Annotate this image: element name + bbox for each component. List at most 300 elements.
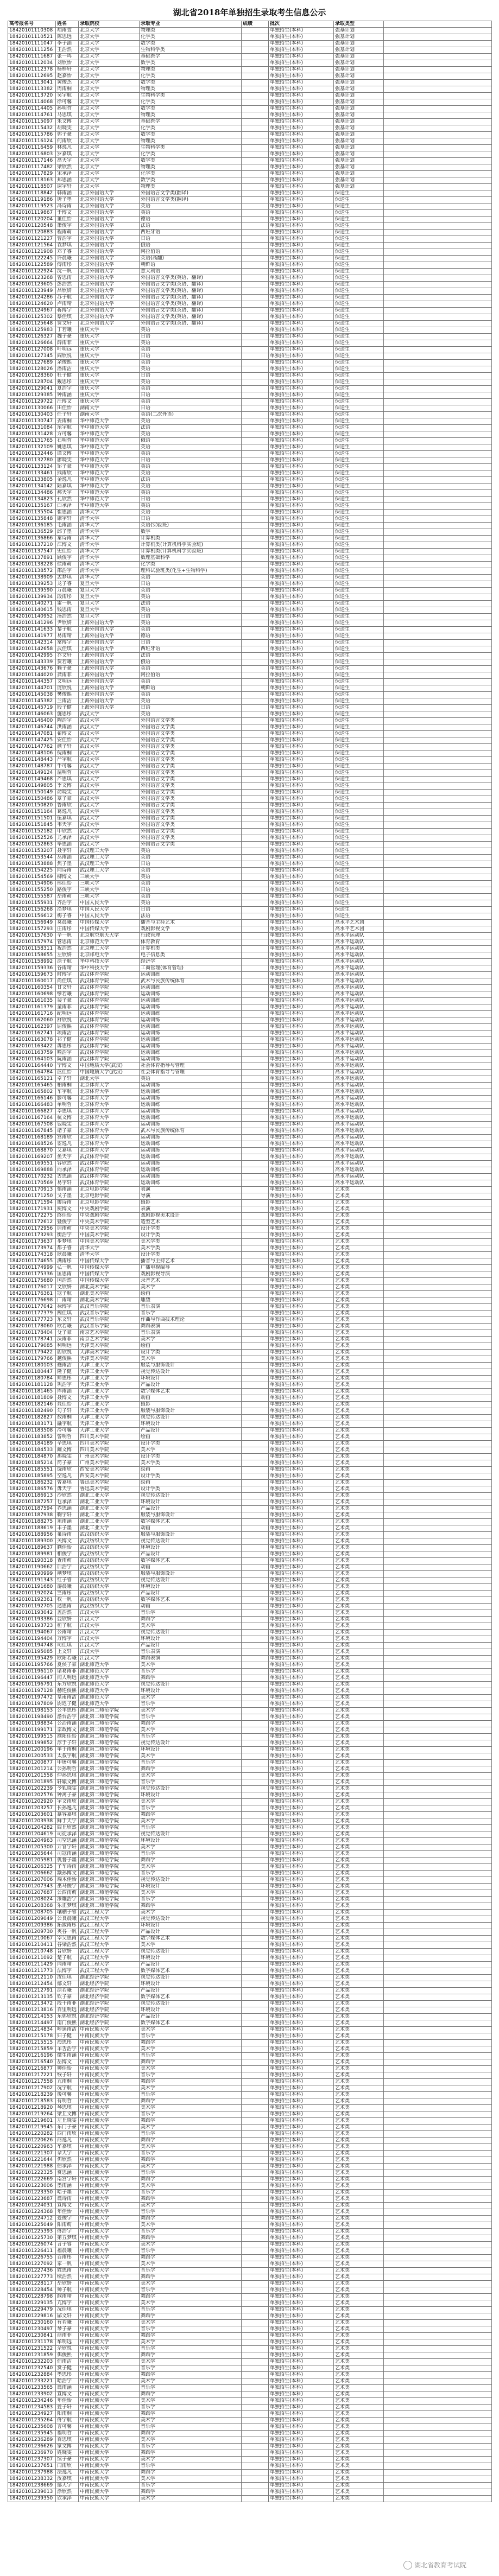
cell-type: 高水平运动队 bbox=[334, 1083, 384, 1089]
table-row bbox=[8, 861, 492, 868]
cell-school: 重庆大学 bbox=[79, 392, 140, 399]
cell-score bbox=[242, 1955, 269, 1962]
cell-type: 艺术类 bbox=[334, 2072, 384, 2079]
cell-school: 华中师范大学 bbox=[79, 451, 140, 457]
cell-blank bbox=[384, 93, 492, 99]
table-row bbox=[8, 894, 492, 900]
cell-type: 艺术类 bbox=[334, 2151, 384, 2157]
cell-major: 英语 bbox=[140, 1076, 242, 1083]
cell-exam-id: 18420101192361 bbox=[8, 1597, 56, 1604]
cell-batch: 单独招生(本科) bbox=[269, 1818, 334, 1825]
cell-school: 武汉大学 bbox=[79, 809, 140, 816]
cell-name: 琴思琪 bbox=[56, 2105, 79, 2111]
cell-school: 武汉大学 bbox=[79, 842, 140, 848]
cell-major: 美术学 bbox=[140, 2496, 242, 2502]
cell-major: 法语 bbox=[140, 653, 242, 659]
cell-school: 复旦大学 bbox=[79, 594, 140, 601]
cell-score bbox=[242, 386, 269, 392]
cell-major: 音乐表演 bbox=[140, 1330, 242, 1337]
cell-exam-id: 18420101138909 bbox=[8, 575, 56, 581]
cell-batch: 单独招生(本科) bbox=[269, 1304, 334, 1311]
cell-major: 数字媒体艺术 bbox=[140, 1519, 242, 1525]
cell-score bbox=[242, 1304, 269, 1311]
cell-blank bbox=[384, 177, 492, 184]
cell-batch: 单独招生(本科) bbox=[269, 959, 334, 965]
cell-exam-id: 18420101145719 bbox=[8, 705, 56, 711]
table-row bbox=[8, 1818, 492, 1825]
cell-type: 艺术类 bbox=[334, 2391, 384, 2398]
cell-batch: 单独招生(本科) bbox=[269, 1441, 334, 1447]
cell-exam-id: 18420101122245 bbox=[8, 256, 56, 262]
cell-exam-id: 18420101145382 bbox=[8, 698, 56, 705]
cell-school: 中南民族大学 bbox=[79, 2313, 140, 2320]
cell-type: 艺术类 bbox=[334, 1532, 384, 1538]
cell-major: 环境设计 bbox=[140, 1923, 242, 1929]
cell-school: 湖北经济学院 bbox=[79, 1994, 140, 2001]
table-row bbox=[8, 2450, 492, 2457]
cell-exam-id: 18420101134486 bbox=[8, 490, 56, 497]
cell-blank bbox=[384, 256, 492, 262]
cell-type: 艺术类 bbox=[334, 1415, 384, 1421]
cell-batch: 单独招生(本科) bbox=[269, 1317, 334, 1324]
cell-school: 武汉纺织大学 bbox=[79, 1532, 140, 1538]
cell-batch: 单独招生(本科) bbox=[269, 2248, 334, 2255]
cell-school: 北京师范大学 bbox=[79, 939, 140, 946]
cell-school: 北京大学 bbox=[79, 80, 140, 86]
header-batch: 批次 bbox=[269, 21, 334, 28]
cell-school: 湖北师范大学 bbox=[79, 1682, 140, 1688]
cell-type: 保送生 bbox=[334, 555, 384, 562]
cell-name: 倪雨桐 bbox=[56, 750, 79, 757]
cell-name: 鲁雨欣 bbox=[56, 803, 79, 809]
cell-school: 北京大学 bbox=[79, 106, 140, 112]
cell-major: 动画 bbox=[140, 1564, 242, 1571]
cell-name: 令狐晓雯 bbox=[56, 1786, 79, 1792]
cell-batch: 单独招生(本科) bbox=[269, 1897, 334, 1903]
cell-exam-id: 18420101226411 bbox=[8, 2248, 56, 2255]
table-row bbox=[8, 2457, 492, 2463]
cell-score bbox=[242, 796, 269, 803]
cell-school: 华中科技大学 bbox=[79, 965, 140, 972]
cell-school: 清华大学 bbox=[79, 549, 140, 555]
cell-score bbox=[242, 1727, 269, 1734]
cell-name: 薛雨菲 bbox=[56, 340, 79, 347]
table-row bbox=[8, 1200, 492, 1206]
cell-name: 琴子豪 bbox=[56, 2326, 79, 2333]
cell-type: 保送生 bbox=[334, 887, 384, 894]
cell-blank bbox=[384, 1682, 492, 1688]
cell-major: 视觉传达设计 bbox=[140, 1369, 242, 1376]
cell-school: 鲁迅美术学院 bbox=[79, 1486, 140, 1493]
table-row bbox=[8, 1877, 492, 1884]
cell-exam-id: 18420101202920 bbox=[8, 1799, 56, 1805]
cell-type: 艺术类 bbox=[334, 2274, 384, 2281]
cell-type: 高水平运动队 bbox=[334, 959, 384, 965]
cell-type: 艺术类 bbox=[334, 1271, 384, 1278]
cell-exam-id: 18420101205300 bbox=[8, 1844, 56, 1851]
cell-batch: 单独招生(本科) bbox=[269, 399, 334, 405]
cell-major: 数字媒体艺术 bbox=[140, 1558, 242, 1564]
cell-batch: 单独招生(本科) bbox=[269, 1812, 334, 1818]
cell-batch: 单独招生(本科) bbox=[269, 2261, 334, 2268]
cell-batch: 单独招生(本科) bbox=[269, 405, 334, 412]
cell-type: 艺术类 bbox=[334, 2138, 384, 2144]
cell-name: 文欣妍 bbox=[56, 1284, 79, 1291]
cell-exam-id: 18420101217902 bbox=[8, 2085, 56, 2092]
cell-name: 墨雨涵 bbox=[56, 2183, 79, 2190]
cell-score bbox=[242, 887, 269, 894]
cell-score bbox=[242, 197, 269, 203]
cell-name: 墨思彤 bbox=[56, 2372, 79, 2378]
cell-batch: 单独招生(本科) bbox=[269, 2118, 334, 2125]
cell-blank bbox=[384, 2033, 492, 2040]
cell-exam-id: 18420101147425 bbox=[8, 737, 56, 744]
table-row bbox=[8, 568, 492, 575]
cell-name: 诸葛雨菲 bbox=[56, 1669, 79, 1675]
cell-exam-id: 18420101137547 bbox=[8, 549, 56, 555]
cell-exam-id: 18420101234583 bbox=[8, 2405, 56, 2411]
cell-exam-id: 18420101182827 bbox=[8, 1415, 56, 1421]
cell-school: 中央戏剧学院 bbox=[79, 1213, 140, 1219]
cell-name: 朱文博 bbox=[56, 119, 79, 125]
cell-blank bbox=[384, 1044, 492, 1050]
cell-batch: 单独招生(本科) bbox=[269, 249, 334, 256]
cell-name: 冯诗雨 bbox=[56, 203, 79, 210]
cell-major: 生物科学类 bbox=[140, 47, 242, 54]
cell-score bbox=[242, 497, 269, 503]
cell-exam-id: 18420101212454 bbox=[8, 1981, 56, 1988]
cell-exam-id: 18420101147081 bbox=[8, 731, 56, 737]
cell-type: 艺术类 bbox=[334, 2053, 384, 2059]
cell-exam-id: 18420101157630 bbox=[8, 933, 56, 939]
table-row bbox=[8, 698, 492, 705]
cell-exam-id: 18420101139934 bbox=[8, 594, 56, 601]
cell-blank bbox=[384, 783, 492, 790]
cell-name: 公孙明哲 bbox=[56, 1766, 79, 1773]
cell-blank bbox=[384, 1415, 492, 1421]
table-row bbox=[8, 620, 492, 627]
cell-name: 简子豪 bbox=[56, 1460, 79, 1467]
cell-batch: 单独招生(本科) bbox=[269, 295, 334, 301]
table-row bbox=[8, 308, 492, 314]
cell-score bbox=[242, 2059, 269, 2066]
cell-score bbox=[242, 2040, 269, 2046]
cell-blank bbox=[384, 2268, 492, 2274]
cell-score bbox=[242, 2046, 269, 2053]
cell-exam-id: 18420101149124 bbox=[8, 770, 56, 777]
cell-exam-id: 18420101176361 bbox=[8, 1291, 56, 1297]
cell-name: 司佳琪 bbox=[56, 1643, 79, 1649]
table-row bbox=[8, 835, 492, 842]
cell-blank bbox=[384, 523, 492, 529]
cell-score bbox=[242, 705, 269, 711]
cell-exam-id: 18420101238332 bbox=[8, 2476, 56, 2483]
cell-exam-id: 18420101112378 bbox=[8, 67, 56, 73]
cell-type: 高水平运动队 bbox=[334, 1122, 384, 1128]
table-row bbox=[8, 1343, 492, 1350]
cell-major: 音乐学 bbox=[140, 1805, 242, 1812]
cell-score bbox=[242, 1591, 269, 1597]
cell-type: 艺术类 bbox=[334, 1766, 384, 1773]
cell-type: 保送生 bbox=[334, 321, 384, 327]
table-row bbox=[8, 1630, 492, 1636]
cell-exam-id: 18420101142314 bbox=[8, 640, 56, 646]
cell-exam-id: 18420101189637 bbox=[8, 1545, 56, 1551]
cell-score bbox=[242, 373, 269, 379]
cell-batch: 单独招生(本科) bbox=[269, 1161, 334, 1167]
cell-school: 武汉体育学院 bbox=[79, 1031, 140, 1037]
table-row bbox=[8, 1187, 492, 1193]
table-row bbox=[8, 425, 492, 431]
cell-score bbox=[242, 1193, 269, 1200]
cell-major: 数字媒体艺术 bbox=[140, 1597, 242, 1604]
cell-blank bbox=[384, 2001, 492, 2007]
cell-major: 美术学 bbox=[140, 2339, 242, 2346]
cell-exam-id: 18420101220626 bbox=[8, 2138, 56, 2144]
cell-blank bbox=[384, 2196, 492, 2203]
cell-blank bbox=[384, 1871, 492, 1877]
cell-score bbox=[242, 1949, 269, 1955]
cell-blank bbox=[384, 2444, 492, 2450]
table-row bbox=[8, 431, 492, 438]
cell-major: 舞蹈表演 bbox=[140, 1656, 242, 1662]
cell-blank bbox=[384, 490, 492, 497]
cell-school: 武汉体育学院 bbox=[79, 1161, 140, 1167]
cell-batch: 单独招生(本科) bbox=[269, 308, 334, 314]
cell-major: 美术学 bbox=[140, 1942, 242, 1949]
cell-type: 艺术类 bbox=[334, 1343, 384, 1350]
cell-batch: 单独招生(本科) bbox=[269, 282, 334, 288]
cell-blank bbox=[384, 1408, 492, 1415]
cell-type: 艺术类 bbox=[334, 1551, 384, 1558]
cell-major: 服装与服饰设计 bbox=[140, 1571, 242, 1578]
cell-score bbox=[242, 2307, 269, 2313]
cell-batch: 单独招生(本科) bbox=[269, 1434, 334, 1441]
cell-batch: 单独招生(本科) bbox=[269, 1682, 334, 1688]
cell-school: 中国美术学院 bbox=[79, 1232, 140, 1239]
cell-name: 侯雨萌 bbox=[56, 562, 79, 568]
cell-major: 音乐学 bbox=[140, 1897, 242, 1903]
cell-major: 音乐学 bbox=[140, 2268, 242, 2274]
cell-name: 缪若曦 bbox=[56, 991, 79, 998]
cell-name: 亢博宇 bbox=[56, 2300, 79, 2307]
cell-type: 艺术类 bbox=[334, 1558, 384, 1564]
cell-major: 舞蹈学 bbox=[140, 2196, 242, 2203]
cell-batch: 单独招生(本科) bbox=[269, 1858, 334, 1864]
cell-blank bbox=[384, 353, 492, 360]
cell-name: 陈思远 bbox=[56, 34, 79, 41]
cell-batch: 单独招生(本科) bbox=[269, 112, 334, 119]
cell-type: 艺术类 bbox=[334, 1395, 384, 1402]
cell-batch: 单独招生(本科) bbox=[269, 2287, 334, 2294]
cell-name: 何雨欣 bbox=[56, 138, 79, 145]
cell-score bbox=[242, 177, 269, 184]
cell-type: 艺术类 bbox=[334, 2222, 384, 2229]
cell-batch: 单独招生(本科) bbox=[269, 1232, 334, 1239]
header-blank bbox=[384, 21, 492, 28]
cell-exam-id: 18420101122589 bbox=[8, 262, 56, 269]
cell-type: 保送生 bbox=[334, 796, 384, 803]
cell-exam-id: 18420101130403 bbox=[8, 412, 56, 418]
cell-batch: 单独招生(本科) bbox=[269, 2053, 334, 2059]
table-row bbox=[8, 549, 492, 555]
cell-blank bbox=[384, 568, 492, 575]
cell-exam-id: 18420101113041 bbox=[8, 80, 56, 86]
cell-batch: 单独招生(本科) bbox=[269, 1004, 334, 1011]
cell-score bbox=[242, 2281, 269, 2287]
cell-name: 耿晨曦 bbox=[56, 1252, 79, 1258]
cell-exam-id: 18420101188956 bbox=[8, 1532, 56, 1538]
cell-exam-id: 18420101197809 bbox=[8, 1701, 56, 1708]
cell-school: 中国传媒大学 bbox=[79, 926, 140, 933]
cell-score bbox=[242, 978, 269, 985]
cell-name: 终佳怡 bbox=[56, 1213, 79, 1219]
cell-score bbox=[242, 900, 269, 907]
cell-school: 华中师范大学 bbox=[79, 464, 140, 470]
cell-major: 物理类 bbox=[140, 28, 242, 34]
cell-batch: 单独招生(本科) bbox=[269, 1799, 334, 1805]
table-row bbox=[8, 965, 492, 972]
cell-name: 鲜于天宇 bbox=[56, 1818, 79, 1825]
cell-exam-id: 18420101173293 bbox=[8, 1232, 56, 1239]
cell-batch: 单独招生(本科) bbox=[269, 60, 334, 67]
cell-batch: 单独招生(本科) bbox=[269, 438, 334, 444]
cell-blank bbox=[384, 223, 492, 230]
cell-blank bbox=[384, 1617, 492, 1623]
cell-exam-id: 18420101221644 bbox=[8, 2157, 56, 2164]
cell-type: 艺术类 bbox=[334, 2261, 384, 2268]
cell-score bbox=[242, 1499, 269, 1506]
cell-score bbox=[242, 334, 269, 340]
cell-major: 英语 bbox=[140, 484, 242, 490]
cell-batch: 单独招生(本科) bbox=[269, 653, 334, 659]
cell-name: 百思琪 bbox=[56, 2437, 79, 2444]
table-row bbox=[8, 1825, 492, 1831]
cell-name: 单明哲 bbox=[56, 1102, 79, 1109]
cell-blank bbox=[384, 190, 492, 197]
cell-score bbox=[242, 790, 269, 796]
cell-type: 保送生 bbox=[334, 633, 384, 640]
cell-score bbox=[242, 685, 269, 692]
cell-school: 中国地质大学(武汉) bbox=[79, 1063, 140, 1070]
cell-exam-id: 18420101118163 bbox=[8, 177, 56, 184]
cell-score bbox=[242, 399, 269, 405]
table-row bbox=[8, 1551, 492, 1558]
cell-type: 艺术类 bbox=[334, 1284, 384, 1291]
cell-name: 胡雨萱 bbox=[56, 28, 79, 34]
cell-blank bbox=[384, 2483, 492, 2489]
cell-school: 北京大学 bbox=[79, 47, 140, 54]
cell-school: 湖北第二师范学院 bbox=[79, 1760, 140, 1766]
cell-batch: 单独招生(本科) bbox=[269, 1643, 334, 1649]
table-row bbox=[8, 1597, 492, 1604]
cell-batch: 单独招生(本科) bbox=[269, 2216, 334, 2222]
cell-score bbox=[242, 1571, 269, 1578]
cell-name: 夏浩宇 bbox=[56, 386, 79, 392]
cell-blank bbox=[384, 1968, 492, 1975]
cell-exam-id: 18420101203257 bbox=[8, 1805, 56, 1812]
cell-batch: 单独招生(本科) bbox=[269, 1109, 334, 1115]
table-row bbox=[8, 2111, 492, 2118]
cell-type: 保送生 bbox=[334, 249, 384, 256]
header-exam-id: 高考报名号 bbox=[8, 21, 56, 28]
cell-name: 益欣妍 bbox=[56, 1617, 79, 1623]
cell-school: 北京大学 bbox=[79, 73, 140, 80]
cell-type: 艺术类 bbox=[334, 2346, 384, 2352]
table-row bbox=[8, 640, 492, 646]
table-row bbox=[8, 510, 492, 516]
cell-blank bbox=[384, 438, 492, 444]
cell-school: 北京外国语大学 bbox=[79, 223, 140, 230]
cell-exam-id: 18420101149805 bbox=[8, 783, 56, 790]
table-row bbox=[8, 2229, 492, 2235]
cell-score bbox=[242, 1284, 269, 1291]
cell-batch: 单独招生(本科) bbox=[269, 2235, 334, 2242]
cell-blank bbox=[384, 1844, 492, 1851]
cell-name: 那晓雯 bbox=[56, 1454, 79, 1460]
cell-batch: 单独招生(本科) bbox=[269, 197, 334, 203]
cell-school: 北京大学 bbox=[79, 112, 140, 119]
cell-batch: 单独招生(本科) bbox=[269, 523, 334, 529]
cell-name: 周雨桐 bbox=[56, 86, 79, 93]
cell-major: 美术学类 bbox=[140, 1245, 242, 1252]
cell-batch: 单独招生(本科) bbox=[269, 392, 334, 399]
cell-name: 崔思涵 bbox=[56, 510, 79, 516]
cell-score bbox=[242, 1232, 269, 1239]
table-row bbox=[8, 1994, 492, 2001]
cell-major: 运动训练 bbox=[140, 1050, 242, 1057]
cell-type: 保送生 bbox=[334, 568, 384, 575]
cell-name: 汤浩然 bbox=[56, 614, 79, 620]
cell-score bbox=[242, 2411, 269, 2418]
cell-type: 保送生 bbox=[334, 327, 384, 334]
cell-exam-id: 18420101127345 bbox=[8, 353, 56, 360]
cell-batch: 单独招生(本科) bbox=[269, 80, 334, 86]
cell-school: 武汉纺织大学 bbox=[79, 1558, 140, 1564]
table-row bbox=[8, 457, 492, 464]
cell-exam-id: 18420101180103 bbox=[8, 1363, 56, 1369]
cell-school: 湖北师范大学 bbox=[79, 1675, 140, 1682]
cell-exam-id: 18420101141633 bbox=[8, 627, 56, 633]
cell-exam-id: 18420101215859 bbox=[8, 2046, 56, 2053]
cell-major: 服装与服饰设计 bbox=[140, 1532, 242, 1538]
cell-score bbox=[242, 1057, 269, 1063]
cell-type: 保送生 bbox=[334, 581, 384, 588]
cell-blank bbox=[384, 1538, 492, 1545]
cell-type: 艺术类 bbox=[334, 1200, 384, 1206]
cell-blank bbox=[384, 164, 492, 171]
cell-type: 高水平运动队 bbox=[334, 1135, 384, 1141]
cell-major: 音乐学 bbox=[140, 2033, 242, 2040]
cell-school: 中南民族大学 bbox=[79, 2483, 140, 2489]
cell-school: 上海外国语大学 bbox=[79, 685, 140, 692]
cell-major: 美术学 bbox=[140, 2281, 242, 2287]
table-row bbox=[8, 1415, 492, 1421]
cell-school: 清华大学 bbox=[79, 516, 140, 523]
table-row bbox=[8, 874, 492, 881]
table-row bbox=[8, 816, 492, 822]
cell-score bbox=[242, 288, 269, 295]
cell-name: 韩雨涵 bbox=[56, 190, 79, 197]
cell-score bbox=[242, 1604, 269, 1610]
cell-school: 武汉体育学院 bbox=[79, 1011, 140, 1017]
cell-exam-id: 18420101236626 bbox=[8, 2444, 56, 2450]
cell-name: 申欣然 bbox=[56, 829, 79, 835]
table-row bbox=[8, 1695, 492, 1701]
cell-batch: 单独招生(本科) bbox=[269, 1226, 334, 1232]
cell-major: 英语 bbox=[140, 490, 242, 497]
cell-school: 华中师范大学 bbox=[79, 444, 140, 451]
